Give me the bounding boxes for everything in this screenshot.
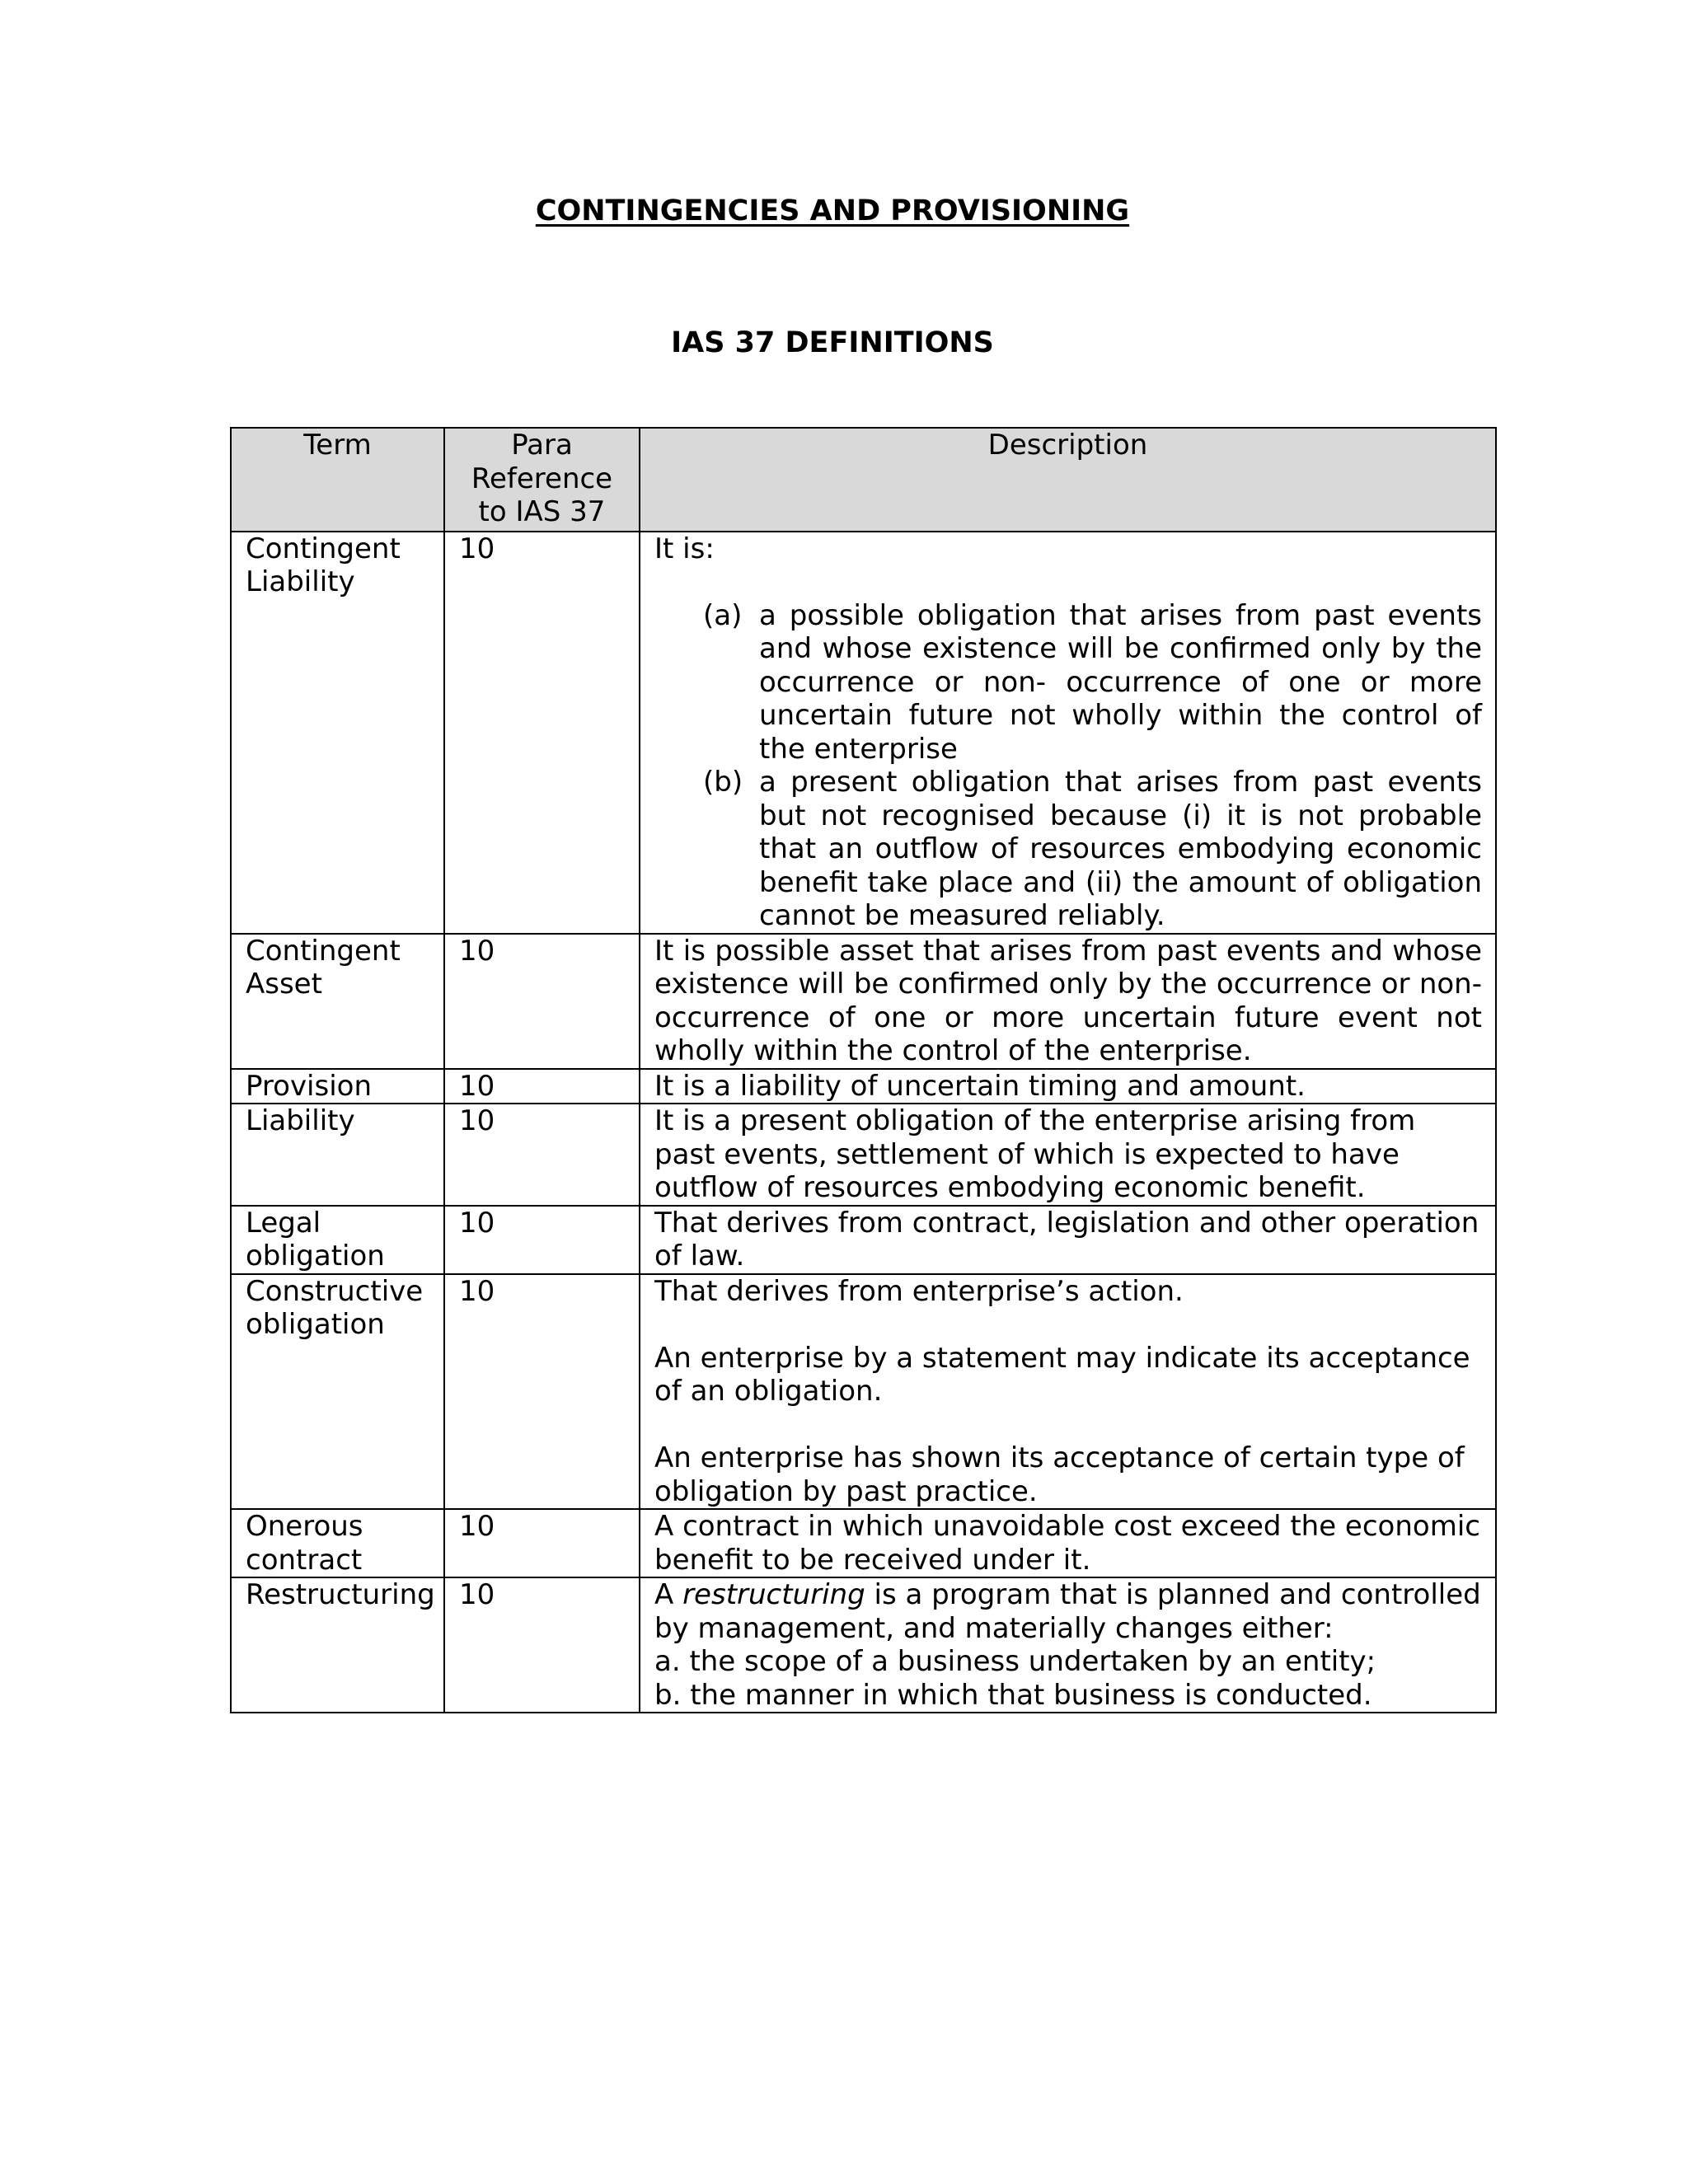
para-cell: 10 bbox=[444, 1509, 640, 1577]
header-para-reference bbox=[444, 428, 640, 532]
term-cell: Legal obligation bbox=[231, 1206, 444, 1274]
definition-prefix: A bbox=[654, 1578, 674, 1611]
header-para-line-2: Reference bbox=[471, 462, 613, 495]
table-row bbox=[231, 1509, 1496, 1577]
table-row bbox=[231, 1206, 1496, 1274]
list-item-text: a present obligation that arises from past events but not recognised because (i) it is not probable that an outflow of resources embodying economic benefit take place and (ii) the amount of obligation cannot be measured reliably. bbox=[759, 766, 1482, 932]
description-cell: That derives from contract, legislation and other operation of law. bbox=[640, 1206, 1496, 1274]
header-term: Term bbox=[231, 428, 444, 532]
list-marker: (b) bbox=[703, 766, 743, 799]
table-row bbox=[231, 934, 1496, 1069]
term-cell: Contingent Asset bbox=[231, 934, 444, 1069]
description-intro: It is: bbox=[654, 532, 715, 565]
document-title: CONTINGENCIES AND PROVISIONING bbox=[535, 194, 1130, 227]
table-row bbox=[231, 532, 1496, 934]
term-cell: Liability bbox=[231, 1104, 444, 1206]
description-cell: It is possible asset that arises from past events and whose existence will be confirmed only by the occurrence or non-occurrence of one or more uncertain future event not wholly within the control of the enterprise. bbox=[640, 934, 1496, 1069]
definitions-table bbox=[230, 427, 1497, 1713]
description-cell bbox=[640, 1577, 1496, 1713]
description-paragraph: An enterprise has shown its acceptance of certain type of obligation by past practice. bbox=[654, 1441, 1465, 1508]
list-item bbox=[703, 598, 1482, 766]
list-item bbox=[703, 766, 1482, 933]
term-cell: Onerous contract bbox=[231, 1509, 444, 1577]
list-item: b. the manner in which that business is conducted. bbox=[654, 1678, 1372, 1712]
definition-rest: is a program that is planned and controlled by management, and materially changes either: bbox=[654, 1578, 1481, 1645]
description-cell: It is a liability of uncertain timing and amount. bbox=[640, 1069, 1496, 1104]
section-title: IAS 37 DEFINITIONS bbox=[671, 326, 994, 359]
para-cell: 10 bbox=[444, 934, 640, 1069]
para-cell: 10 bbox=[444, 1104, 640, 1206]
description-cell: It is a present obligation of the enterprise arising from past events, settlement of which is expected to have outflow of resources embodying economic benefit. bbox=[640, 1104, 1496, 1206]
para-cell: 10 bbox=[444, 1206, 640, 1274]
list-item: a. the scope of a business undertaken by an entity; bbox=[654, 1645, 1376, 1678]
table-row bbox=[231, 1274, 1496, 1510]
header-para-line-3: to IAS 37 bbox=[478, 495, 606, 528]
header-row bbox=[231, 428, 1496, 532]
term-cell: Provision bbox=[231, 1069, 444, 1104]
definition-italic-term: restructuring bbox=[682, 1578, 865, 1611]
header-description: Description bbox=[640, 428, 1496, 532]
para-cell: 10 bbox=[444, 1274, 640, 1510]
header-para-line-1: Para bbox=[511, 429, 573, 462]
para-cell: 10 bbox=[444, 1577, 640, 1713]
table-row bbox=[231, 1069, 1496, 1104]
term-cell: Restructuring bbox=[231, 1577, 444, 1713]
term-cell: Contingent Liability bbox=[231, 532, 444, 934]
table-row bbox=[231, 1577, 1496, 1713]
para-cell: 10 bbox=[444, 532, 640, 934]
description-list bbox=[654, 599, 1482, 933]
restructuring-definition bbox=[654, 1578, 1482, 1645]
description-paragraph: That derives from enterprise’s action. bbox=[654, 1274, 1184, 1308]
description-cell bbox=[640, 1274, 1496, 1510]
para-cell: 10 bbox=[444, 1069, 640, 1104]
list-marker: (a) bbox=[703, 598, 743, 632]
description-paragraph: An enterprise by a statement may indicate its acceptance of an obligation. bbox=[654, 1341, 1470, 1408]
description-cell bbox=[640, 532, 1496, 934]
list-item-text: a possible obligation that arises from past events and whose existence will be confirmed only by the occurrence or non- occurrence of one or more uncertain future not wholly within the control of the enterprise bbox=[759, 598, 1482, 766]
description-cell: A contract in which unavoidable cost exceed the economic benefit to be received under it. bbox=[640, 1509, 1496, 1577]
table-row bbox=[231, 1104, 1496, 1206]
term-cell: Constructive obligation bbox=[231, 1274, 444, 1510]
